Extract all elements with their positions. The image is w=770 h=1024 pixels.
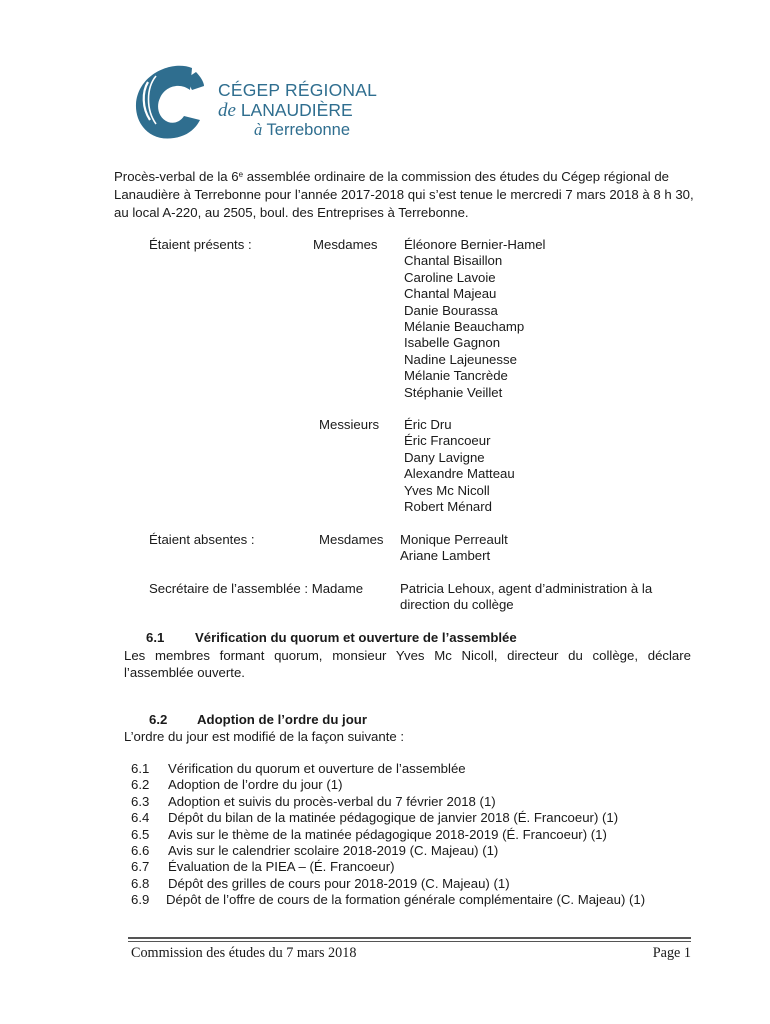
section-6-2-title: Adoption de l’ordre du jour xyxy=(197,712,367,727)
attendee-name: Caroline Lavoie xyxy=(404,269,496,285)
section-6-1-title: Vérification du quorum et ouverture de l’assemblée xyxy=(195,630,517,645)
attendee-name: Dany Lavigne xyxy=(404,449,485,465)
secretary-label: Secrétaire de l’assemblée : Madame xyxy=(149,581,364,596)
section-6-1-text: Les membres formant quorum, monsieur Yves Mc Nicoll, directeur du collège, déclare l’assemblée ouverte. xyxy=(124,648,691,680)
cegep-c-logo-icon xyxy=(130,62,216,142)
section-6-2-number: 6.2 xyxy=(149,712,168,727)
attendee-name: Robert Ménard xyxy=(404,499,492,515)
attendee-name: Isabelle Gagnon xyxy=(404,335,501,351)
footer-rule-thin xyxy=(128,941,691,942)
section-6-2-text: L’ordre du jour est modifié de la façon suivante : xyxy=(124,729,405,744)
messieurs-label: Messieurs xyxy=(319,417,380,432)
absent-name: Monique Perreault xyxy=(400,532,508,547)
secretary-line: direction du collège xyxy=(400,597,514,613)
secretary-line: Patricia Lehoux, agent d’administration à la xyxy=(400,581,653,596)
intro-paragraph: Procès-verbal de la 6e assemblée ordinaire de la commission des études du Cégep régional de Lanaudière à Terrebonne pour l’année 2017-2018 qui s’est tenue le mercredi 7 mars 2018 à 8 h 30, au local A-220, au 2505, boul. des Entreprises à Terrebonne. xyxy=(114,169,694,220)
logo-line-3: à Terrebonne xyxy=(254,120,351,139)
attendee-name: Éléonore Bernier-Hamel xyxy=(404,237,546,252)
logo-line-2: de LANAUDIÈRE xyxy=(218,100,353,121)
absent-mesdames-label: Mesdames xyxy=(319,532,384,547)
mesdames-label: Mesdames xyxy=(313,237,378,252)
absent-name: Ariane Lambert xyxy=(400,548,491,564)
footer-title: Commission des études du 7 mars 2018 xyxy=(131,945,357,961)
absent-label: Étaient absentes : xyxy=(149,532,255,547)
section-6-1-number: 6.1 xyxy=(146,630,165,645)
attendee-name: Nadine Lajeunesse xyxy=(404,351,517,367)
attendee-name: Yves Mc Nicoll xyxy=(404,482,490,498)
attendee-name: Mélanie Tancrède xyxy=(404,368,508,384)
mesdames-list xyxy=(404,237,545,401)
attendee-name: Chantal Majeau xyxy=(404,286,497,302)
absent-list xyxy=(400,532,508,565)
footer-rule xyxy=(128,937,691,939)
attendee-name: Chantal Bisaillon xyxy=(404,253,503,269)
agenda-list: 6.1 Vérification du quorum et ouverture de l’assemblée 6.2 Adoption de l’ordre du jour (1) 6.3 Adoption et suivis du procès-verbal du 7 février 2018 (1) 6.4 Dépôt du bilan de la matinée pédagogique de janvier 2018 (É. Francoeur) (1) 6.5 Avis sur le thème de la matinée pédagogique 2018-2019 (É. Francoeur) (1) 6.6 Avis sur le calendrier scolaire 2018-2019 (C. Majeau) (1) 6.7 Évaluation de la PIEA – (É. Francoeur) 6.8 Dépôt des grilles de cours pour 2018-2019 (C. Majeau) (1) 6.9 Dépôt de l’offre de cours de la formation générale complémentaire (C. Majeau) (1) xyxy=(131,761,646,908)
attendee-name: Éric Francoeur xyxy=(404,433,491,449)
messieurs-list xyxy=(404,417,515,515)
attendee-name: Danie Bourassa xyxy=(404,302,498,318)
college-logo xyxy=(130,62,378,142)
page-number: Page 1 xyxy=(652,945,691,961)
logo-line-1: CÉGEP RÉGIONAL xyxy=(218,80,378,100)
attendee-name: Stéphanie Veillet xyxy=(404,384,503,400)
attendee-name: Alexandre Matteau xyxy=(404,466,515,482)
attendee-name: Mélanie Beauchamp xyxy=(404,319,525,335)
present-label: Étaient présents : xyxy=(149,237,252,252)
secretary-name xyxy=(400,581,652,614)
attendee-name: Éric Dru xyxy=(404,417,452,432)
